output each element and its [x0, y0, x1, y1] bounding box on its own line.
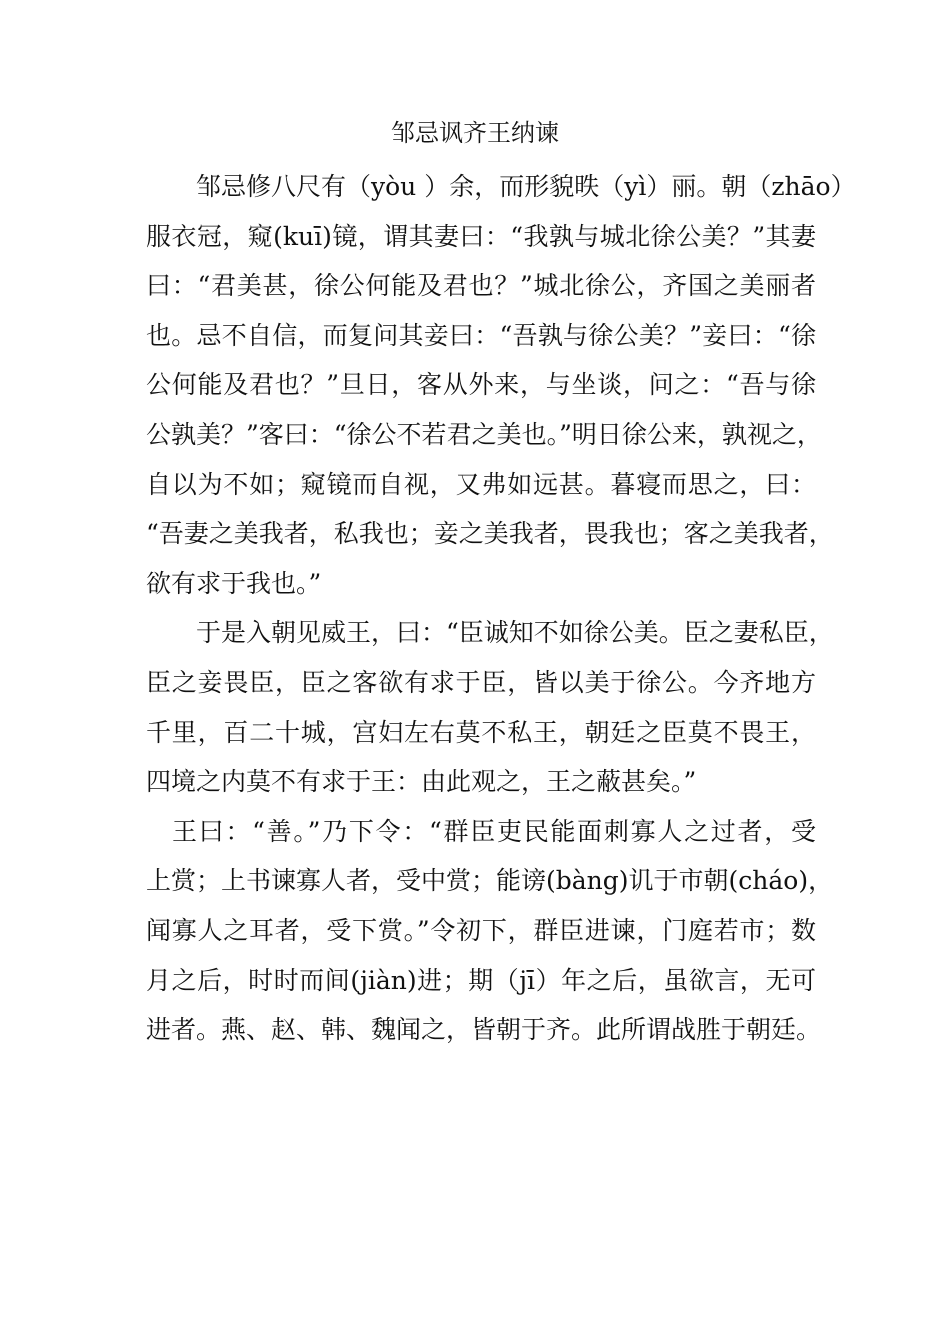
- paragraph-1-line-6: 公孰美？”客曰：“徐公不若君之美也。”明日徐公来，孰视之，: [146, 419, 822, 449]
- paragraph-3-line-4: 月之后，时时而间(jiàn)进；期（jī）年之后，虽欲言，无可: [146, 965, 816, 995]
- paragraph-1-line-5: 公何能及君也？”旦日，客从外来，与坐谈，问之：“吾与徐: [146, 370, 816, 400]
- paragraph-2-line-4: 四境之内莫不有求于王：由此观之，王之蔽甚矣。”: [146, 767, 697, 797]
- document-body: [146, 162, 856, 1055]
- paragraph-2-line-1: 于是入朝见威王，曰：“臣诚知不如徐公美。臣之妻私臣，: [196, 618, 834, 648]
- paragraph-1-line-4: 也。忌不自信，而复问其妾曰：“吾孰与徐公美？”妾曰：“徐: [146, 320, 816, 350]
- paragraph-3-line-1: 王曰：“善。”乃下令：“群臣吏民能面刺寡人之过者，受: [172, 816, 816, 846]
- paragraph-1-line-9: 欲有求于我也。”: [146, 568, 322, 598]
- paragraph-1-line-8: “吾妻之美我者，私我也；妾之美我者，畏我也；客之美我者，: [146, 519, 834, 549]
- paragraph-3-line-5: 进者。燕、赵、韩、魏闻之，皆朝于齐。此所谓战胜于朝廷。: [146, 1015, 822, 1045]
- document-title: 邹忌讽齐王纳谏: [391, 119, 559, 147]
- paragraph-1-line-2: 服衣冠，窥(kuī)镜，谓其妻曰：“我孰与城北徐公美？”其妻: [146, 221, 816, 251]
- paragraph-1-line-7: 自以为不如；窥镜而自视，又弗如远甚。暮寝而思之，曰：: [146, 469, 816, 499]
- paragraph-2-line-3: 千里，百二十城，宫妇左右莫不私王，朝廷之臣莫不畏王，: [146, 717, 816, 747]
- paragraph-3-line-2: 上赏；上书谏寡人者，受中赏；能谤(bàng)讥于市朝(cháo)，: [146, 866, 834, 896]
- paragraph-3-line-3: 闻寡人之耳者，受下赏。”令初下，群臣进谏，门庭若市；数: [146, 915, 816, 945]
- paragraph-1-line-1: 邹忌修八尺有（yòu ）余，而形貌昳（yì）丽。朝（zhāo）: [196, 172, 856, 201]
- paragraph-2-line-2: 臣之妾畏臣，臣之客欲有求于臣，皆以美于徐公。今齐地方: [146, 667, 816, 697]
- paragraph-1-line-3: 曰：“君美甚，徐公何能及君也？”城北徐公，齐国之美丽者: [146, 271, 816, 301]
